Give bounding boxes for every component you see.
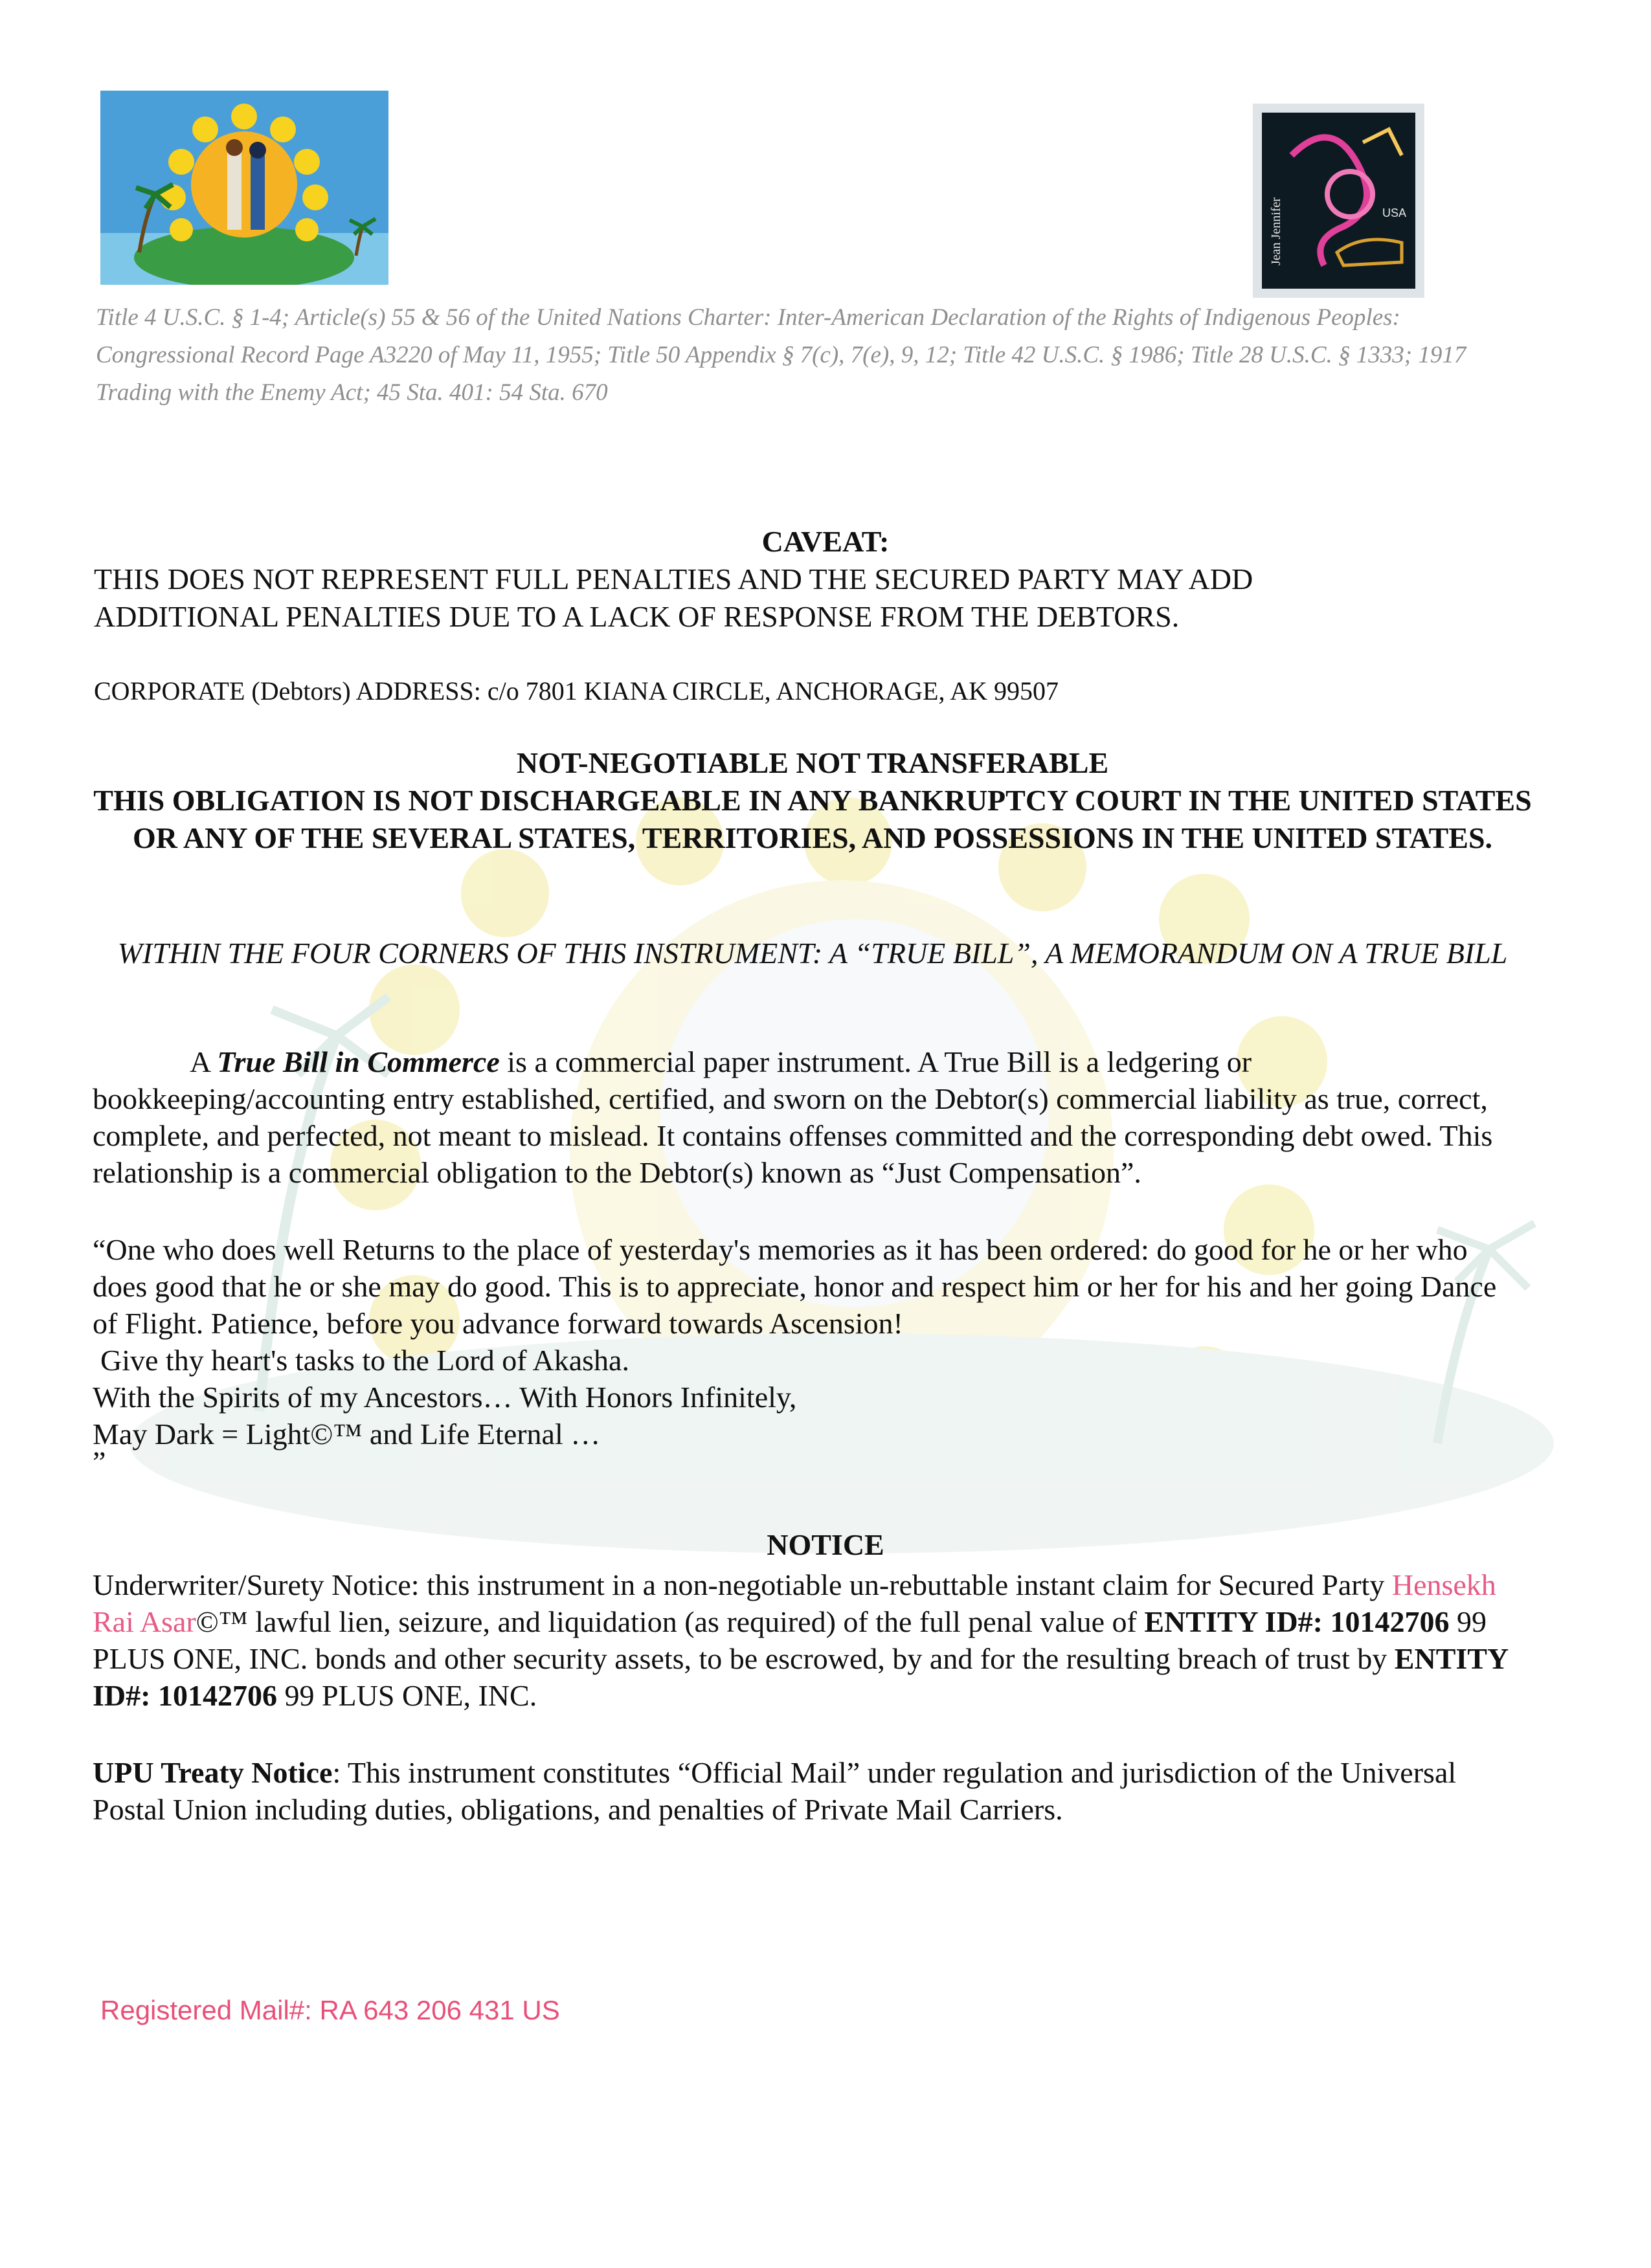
svg-text:USA: USA [1382, 206, 1407, 219]
sun-pharaoh-logo [100, 91, 388, 285]
surety-notice-text-d: 99 PLUS ONE, INC. [284, 1679, 537, 1712]
postage-stamp-icon [1253, 104, 1424, 298]
true-bill-body: is a commercial paper instrument. A True Bill is a ledgering or bookkeeping/accounting entry established, certified, and sworn on the Debtor(s) commercial liability as true, correct, complete, and perfected, not meant to mislead. It contains offenses committed and the corresponding debt owed. This relationship is a commercial obligation to the Debtor(s) known as “Just Compensation”. [93, 1045, 1493, 1189]
upu-notice-label: UPU Treaty Notice [93, 1756, 333, 1789]
surety-notice-text-c: 99 PLUS ONE, INC. bonds and other security assets, to be escrowed, by and for the resulting breach of trust by [93, 1605, 1487, 1675]
corporate-address: CORPORATE (Debtors) ADDRESS: c/o 7801 KIANA CIRCLE, ANCHORAGE, AK 99507 [94, 676, 1059, 706]
quote-line-dark-light: May Dark = Light©™ and Life Eternal … [93, 1418, 601, 1451]
surety-notice-text-b: ©™ lawful lien, seizure, and liquidation (as required) of the full penal value of [196, 1605, 1137, 1638]
upu-notice [93, 1754, 1527, 1828]
true-bill-heading: WITHIN THE FOUR CORNERS OF THIS INSTRUMENT: A “TRUE BILL”, A MEMORANDUM ON A TRUE BILL [117, 937, 1508, 970]
quote-closing: ” [93, 1445, 106, 1478]
entity-id-2: ENTITY ID#: 10142706 [93, 1642, 1508, 1712]
notice-title: NOTICE [767, 1528, 884, 1561]
not-negotiable-heading [91, 744, 1534, 857]
caveat-text: THIS DOES NOT REPRESENT FULL PENALTIES AND THE SECURED PARTY MAY ADD ADDITIONAL PENALTIES DUE TO A LACK OF RESPONSE FROM THE DEBTORS. [94, 562, 1253, 633]
surety-notice [93, 1566, 1527, 1714]
true-bill-paragraph [93, 1043, 1527, 1191]
caveat-title: CAVEAT: [761, 525, 890, 558]
not-negotiable-line: NOT-NEGOTIABLE NOT TRANSFERABLE [516, 746, 1109, 779]
entity-id-1: ENTITY ID#: 10142706 [1144, 1605, 1450, 1638]
upu-notice-text: : This instrument constitutes “Official Mail” under regulation and jurisdiction of the Universal Postal Union including duties, obligations, and penalties of Private Mail Carriers. [93, 1756, 1457, 1826]
quote-body: “One who does well Returns to the place of yesterday's memories as it has been ordered: do good for he or her who does good that he or she may do good. This is to appreciate, honor and respect him or her for his and her going Dance of Flight. Patience, before you advance forward towards Ascension! [93, 1233, 1497, 1340]
quote-line-akasha: Give thy heart's tasks to the Lord of Akasha. [100, 1344, 629, 1377]
svg-text:Jean Jennifer: Jean Jennifer [1269, 197, 1283, 265]
true-bill-lead: A [190, 1045, 210, 1078]
true-bill-term: True Bill in Commerce [217, 1045, 500, 1078]
secured-party-name: Hensekh Rai Asar [93, 1568, 1496, 1638]
registered-mail-number: Registered Mail#: RA 643 206 431 US [100, 1995, 560, 2025]
surety-notice-text-a: Underwriter/Surety Notice: this instrument in a non-negotiable un-rebuttable instant claim for Secured Party [93, 1568, 1385, 1601]
quote-block [93, 1231, 1527, 1478]
quote-line-ancestors: With the Spirits of my Ancestors… With Honors Infinitely, [93, 1381, 797, 1414]
not-dischargeable-line: THIS OBLIGATION IS NOT DISCHARGEABLE IN ANY BANKRUPTCY COURT IN THE UNITED STATES OR ANY OF THE SEVERAL STATES, TERRITORIES, AND POSSESSIONS IN THE UNITED STATES. [93, 784, 1532, 854]
legal-citation: Title 4 U.S.C. § 1-4; Article(s) 55 & 56 of the United Nations Charter: Inter-American Declaration of the Rights of Indigenous Peoples: Congressional Record Page A3220 of May 11, 1955; Title 50 Appendix § 7(c), 7(e), 9, 12; Title 42 U.S.C. § 1986; Title 28 U.S.C. § 1333; 1917 Trading with the Enemy Act; 45 Sta. 401: 54 Sta. 670 [96, 304, 1466, 406]
